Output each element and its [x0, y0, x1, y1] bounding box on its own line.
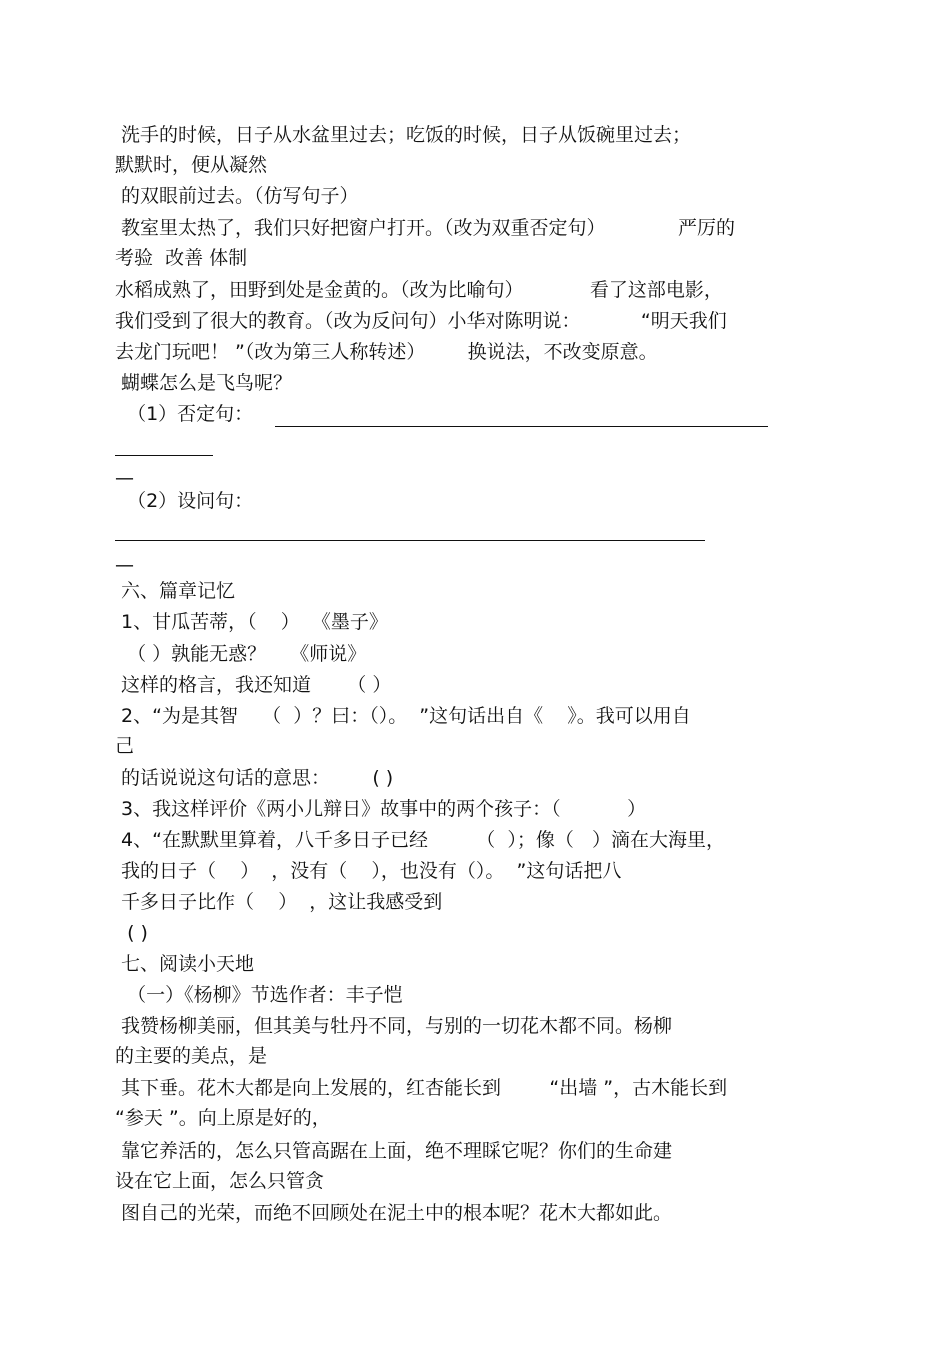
- text-line: 己: [115, 735, 135, 757]
- text-line: —: [115, 554, 134, 576]
- text-line: 千多日子比作（ ） ，这让我感受到: [115, 891, 443, 913]
- text-line: 去龙门玩吧！ ”（改为第三人称转述） 换说法，不改变原意。: [115, 341, 658, 363]
- text-line: 洗手的时候，日子从水盆里过去；吃饭的时候，日子从饭碗里过去；: [115, 124, 692, 146]
- text-line: 其下垂。花木大都是向上发展的，红杏能长到 “出墙 ”，古木能长到: [115, 1077, 728, 1099]
- text-line: ( ): [115, 922, 148, 944]
- text-line: （2）设问句：: [115, 490, 254, 512]
- text-line: 考验 改善 体制: [115, 247, 248, 269]
- text-line: 图自己的光荣，而绝不回顾处在泥土中的根本呢？花木大都如此。: [115, 1202, 673, 1224]
- section-heading: 六、篇章记忆: [115, 580, 236, 602]
- text-line: 我们受到了很大的教育。（改为反问句）小华对陈明说： “明天我们: [115, 310, 727, 332]
- text-line: “参天 ”。向上原是好的，: [115, 1107, 331, 1129]
- text-line: 3、我这样评价《两小儿辩日》故事中的两个孩子：（ ）: [115, 798, 647, 820]
- text-line: 2、“为是其智 （ ）？曰：（）。 ”这句话出自《 》。我可以用自: [115, 705, 691, 727]
- text-line: 我的日子（ ） ，没有（ ），也没有（）。 ”这句话把八: [115, 860, 622, 882]
- text-line: 1、甘瓜苦蒂，（ ） 《墨子》: [115, 611, 388, 633]
- answer-blank-line: [115, 540, 705, 541]
- text-line: （一）《杨柳》节选作者：丰子恺: [115, 984, 403, 1006]
- text-line: 4、“在默默里算着，八千多日子已经 （ ）；像（ ）滴在大海里，: [115, 829, 725, 851]
- text-line: 设在它上面，怎么只管贪: [115, 1170, 325, 1192]
- text-line: 水稻成熟了，田野到处是金黄的。（改为比喻句） 看了这部电影，: [115, 279, 723, 301]
- text-line: 的双眼前过去。（仿写句子）: [115, 185, 359, 207]
- answer-blank-line: [275, 426, 768, 427]
- text-line: 靠它养活的，怎么只管高踞在上面，绝不理睬它呢？你们的生命建: [115, 1140, 673, 1162]
- text-line: （1）否定句：: [115, 403, 254, 425]
- text-line: 的主要的美点，是: [115, 1045, 268, 1067]
- section-heading: 七、阅读小天地: [115, 953, 255, 975]
- text-line: 教室里太热了，我们只好把窗户打开。（改为双重否定句） 严厉的: [115, 217, 736, 239]
- text-line: 这样的格言，我还知道 （ ）: [115, 674, 392, 696]
- text-line: （ ）孰能无惑？ 《师说》: [115, 643, 367, 665]
- text-line: 我赞杨柳美丽，但其美与牡丹不同，与别的一切花木都不同。杨柳: [115, 1015, 673, 1037]
- answer-blank-line: [115, 455, 213, 456]
- text-line: 的话说说这句话的意思： ( ): [115, 767, 394, 789]
- text-line: 蝴蝶怎么是飞鸟呢？: [115, 372, 293, 394]
- text-line: 默默时，便从凝然: [115, 154, 268, 176]
- text-line: —: [115, 467, 134, 489]
